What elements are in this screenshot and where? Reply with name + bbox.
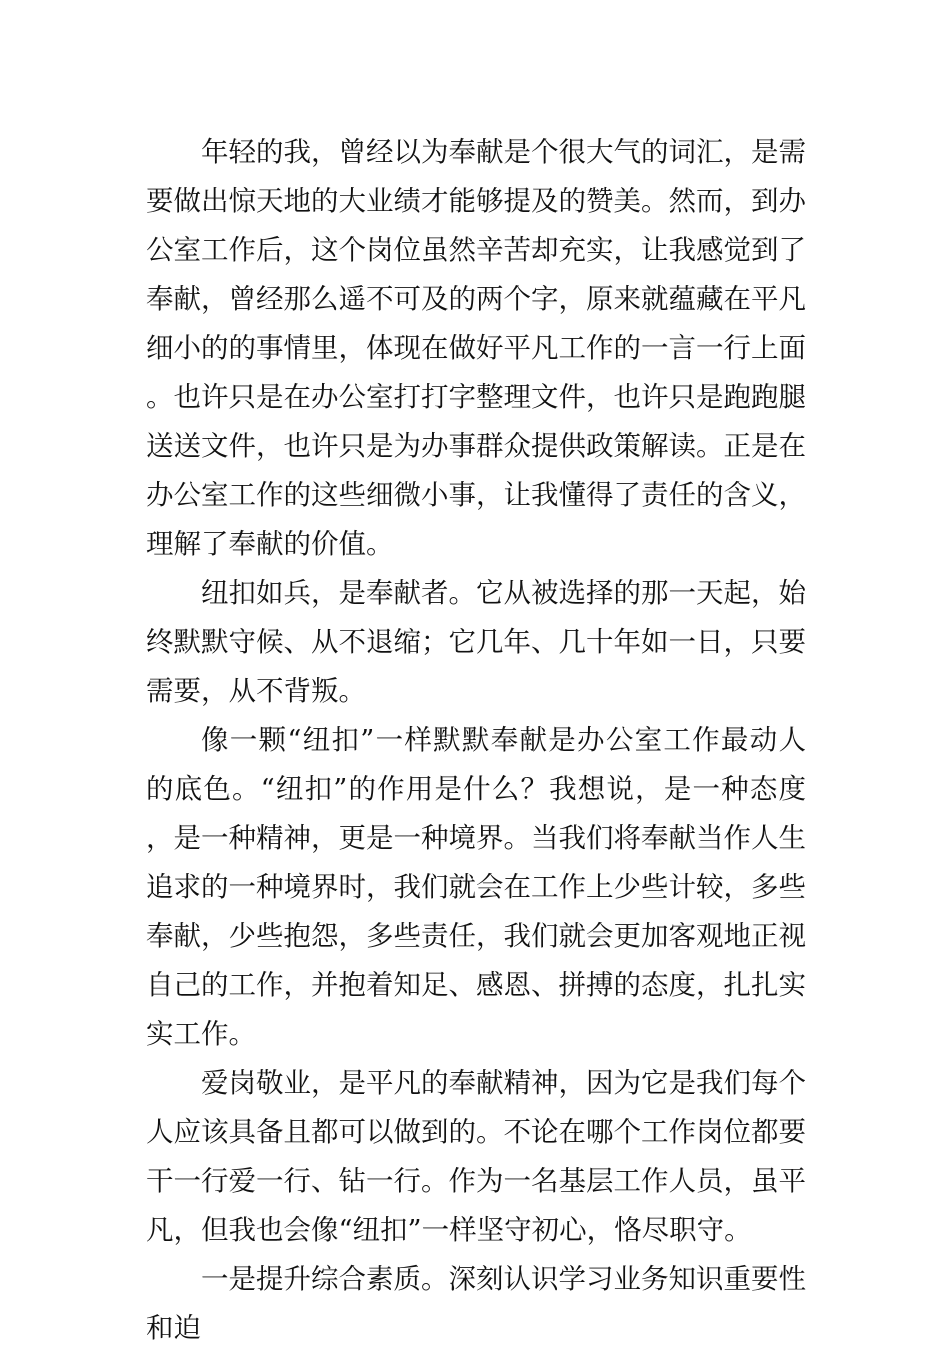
paragraph-job-dedication: 爱岗敬业，是平凡的奉献精神，因为它是我们每个人应该具备且都可以做到的。不论在哪个工作岗位都要干一行爱一行、钻一行。作为一名基层工作人员，虽平凡，但我也会像“纽扣”一样坚守初心，恪尽职守。: [146, 1067, 806, 1246]
paragraph-improve-quality: 一是提升综合素质。深刻认识学习业务知识重要性和迫: [146, 1263, 806, 1344]
paragraph-button-soldier: 纽扣如兵，是奉献者。它从被选择的那一天起，始终默默守候、从不退缩；它几年、几十年如一日，只要需要，从不背叛。: [146, 577, 806, 707]
paragraph-dedication-reflection: 年轻的我，曾经以为奉献是个很大气的词汇，是需要做出惊天地的大业绩才能够提及的赞美。然而，到办公室工作后，这个岗位虽然辛苦却充实，让我感觉到了奉献，曾经那么遥不可及的两个字，原来就蕴藏在平凡细小的的事情里，体现在做好平凡工作的一言一行上面。也许只是在办公室打打字整理文件，也许只是跑跑腿送送文件，也许只是为办事群众提供政策解读。正是在办公室工作的这些细微小事，让我懂得了责任的含义，理解了奉献的价值。: [146, 136, 806, 560]
document-body: [146, 128, 806, 1353]
paragraph-button-spirit: 像一颗“纽扣”一样默默奉献是办公室工作最动人的底色。“纽扣”的作用是什么？我想说，是一种态度，是一种精神，更是一种境界。当我们将奉献当作人生追求的一种境界时，我们就会在工作上少些计较，多些奉献，少些抱怨，多些责任，我们就会更加客观地正视自己的工作，并抱着知足、感恩、拼搏的态度，扎扎实实工作。: [146, 724, 806, 1050]
